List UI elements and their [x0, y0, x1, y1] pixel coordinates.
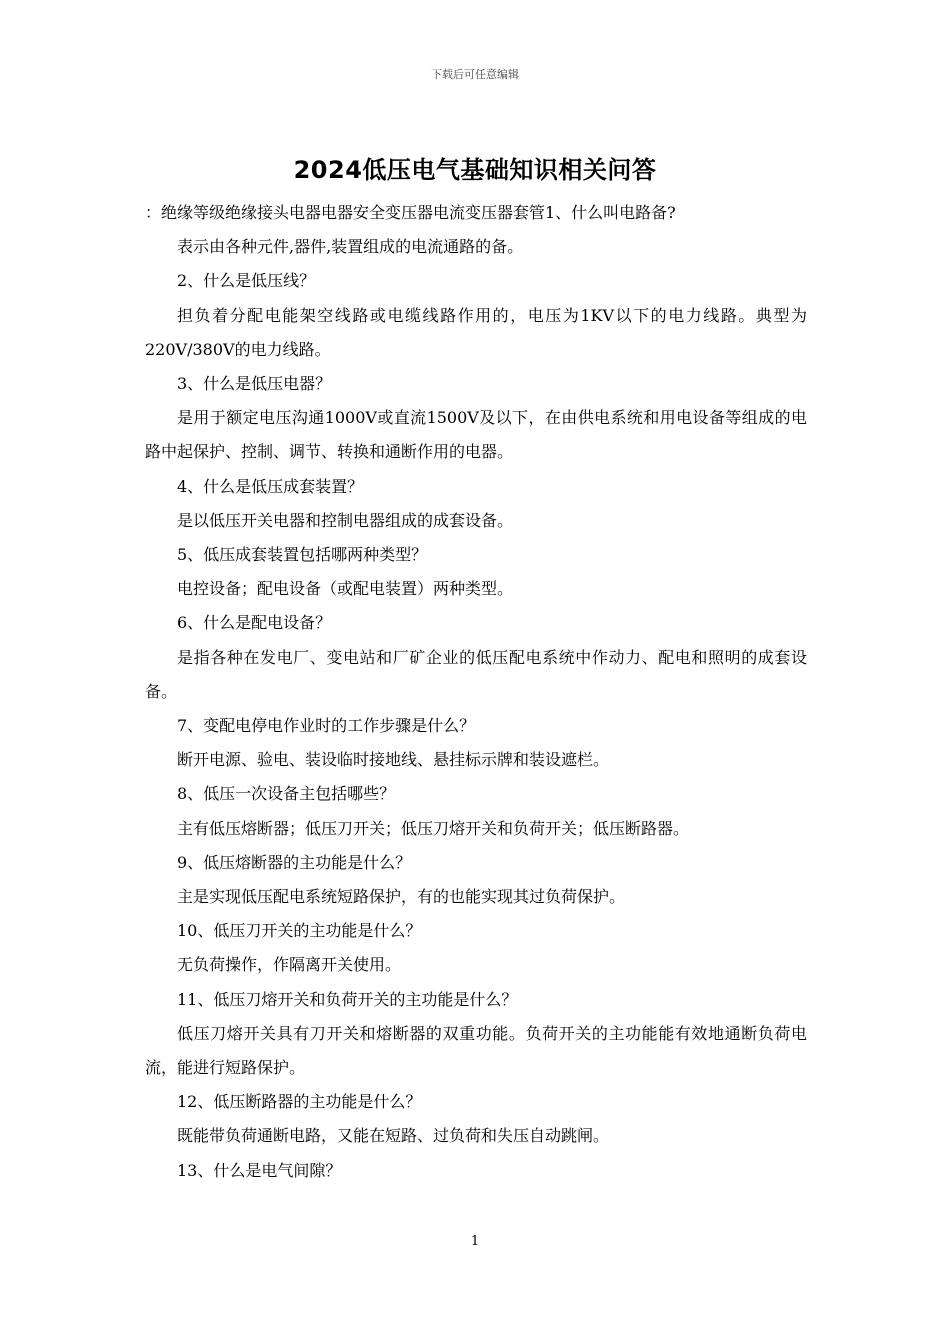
answer-10: 无负荷操作，作隔离开关使用。	[177, 955, 402, 975]
question-10: 10、低压刀开关的主功能是什么？	[177, 921, 422, 941]
answer-3: 是用于额定电压沟通1000V或直流1500V及以下，在由供电系统和用电设备等组成的电路中起保护、控制、调节、转换和通断作用的电器。	[145, 408, 807, 462]
question-9: 9、低压熔断器的主功能是什么？	[177, 852, 412, 872]
answer-12: 既能带负荷通断电路，又能在短路、过负荷和失压自动跳闸。	[177, 1126, 610, 1146]
question-4: 4、什么是低压成套装置？	[177, 476, 364, 496]
question-12: 12、低压断路器的主功能是什么？	[177, 1092, 422, 1112]
paragraph-intro: ：绝缘等级绝缘接头电器电器安全变压器电流变压器套管1、什么叫电路备?	[145, 203, 676, 222]
answer-4: 是以低压开关电器和控制电器组成的成套设备。	[177, 510, 514, 530]
answer-1: 表示由各种元件,器件,装置组成的电流通路的备。	[177, 237, 524, 257]
answer-2: 担负着分配电能架空线路或电缆线路作用的，电压为1KV以下的电力线路。典型为220V/380V的电力线路。	[145, 305, 807, 359]
answer-9: 主是实现低压配电系统短路保护，有的也能实现其过负荷保护。	[177, 887, 626, 907]
answer-11: 低压刀熔开关具有刀开关和熔断器的双重功能。负荷开关的主功能能有效地通断负荷电流，能进行短路保护。	[145, 1023, 807, 1078]
question-8: 8、低压一次设备主包括哪些？	[177, 784, 396, 804]
question-7: 7、变配电停电作业时的工作步骤是什么？	[177, 716, 476, 736]
answer-8: 主有低压熔断器；低压刀开关；低压刀熔开关和负荷开关；低压断路器。	[177, 818, 690, 838]
header-note: 下载后可任意编辑	[431, 68, 519, 81]
question-11: 11、低压刀熔开关和负荷开关的主功能是什么？	[177, 989, 518, 1009]
question-2: 2、什么是低压线？	[177, 271, 316, 291]
answer-7: 断开电源、验电、装设临时接地线、悬挂标示牌和装设遮栏。	[177, 750, 610, 770]
question-3: 3、什么是低压电器？	[177, 374, 332, 394]
question-6: 6、什么是配电设备？	[177, 613, 332, 633]
question-13: 13、什么是电气间隙？	[177, 1160, 342, 1180]
document-body	[145, 196, 807, 1188]
answer-6: 是指各种在发电厂、变电站和厂矿企业的低压配电系统中作动力、配电和照明的成套设备。	[145, 647, 807, 701]
page-number: 1	[470, 1234, 480, 1249]
question-5: 5、低压成套装置包括哪两种类型？	[177, 545, 428, 565]
answer-5: 电控设备；配电设备（或配电装置）两种类型。	[177, 579, 514, 599]
document-title: 2024低压电气基础知识相关问答	[293, 156, 657, 184]
